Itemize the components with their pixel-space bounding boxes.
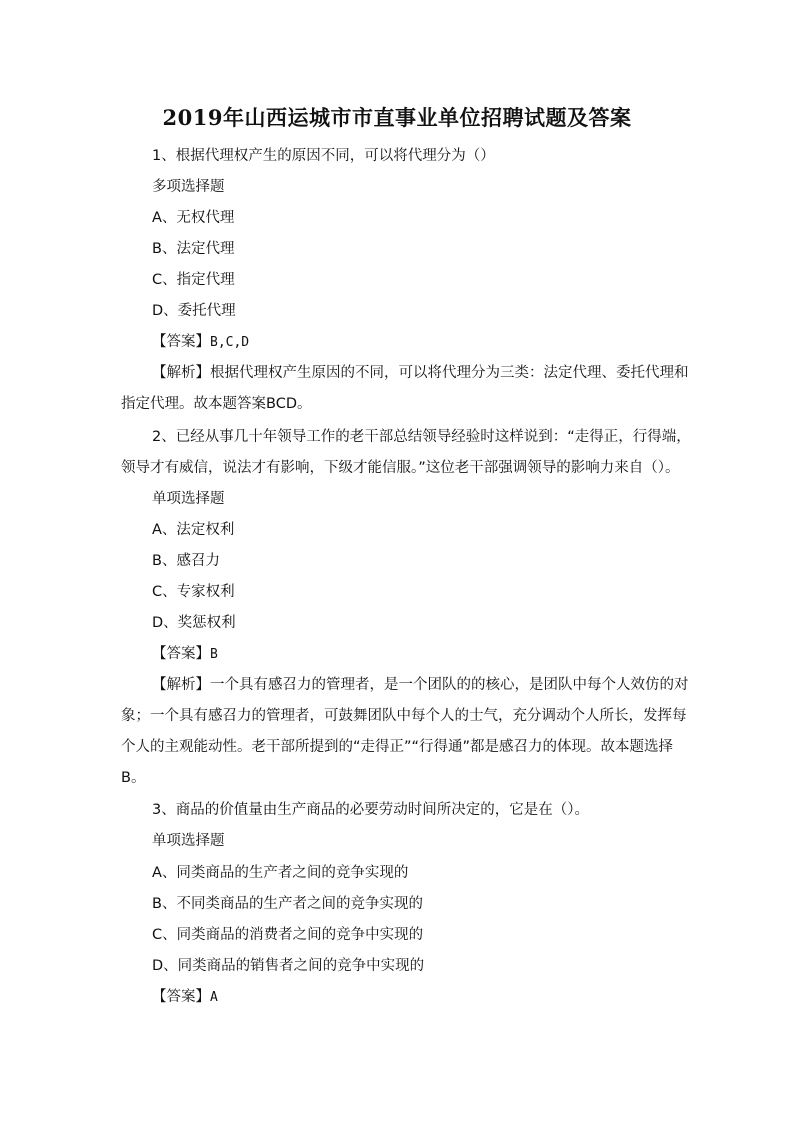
question-2-option-a: A、法定权利 xyxy=(152,522,235,538)
question-2-stem-cont: 领导才有威信，说法才有影响，下级才能信服。”这位老干部强调领导的影响力来自（）。 xyxy=(121,460,680,476)
question-3-option-a: A、同类商品的生产者之间的竞争实现的 xyxy=(152,865,409,881)
answer-label: 【答案】 xyxy=(152,334,210,350)
question-3-type: 单项选择题 xyxy=(152,833,225,849)
answer-value: B xyxy=(210,647,218,662)
question-3-option-c: C、同类商品的消费者之间的竞争中实现的 xyxy=(152,927,424,943)
question-3-stem: 3、商品的价值量由生产商品的必要劳动时间所决定的，它是在（）。 xyxy=(152,802,589,818)
question-1-stem: 1、根据代理权产生的原因不同，可以将代理分为（） xyxy=(152,148,495,164)
question-1-option-b: B、法定代理 xyxy=(152,241,235,257)
question-2-option-c: C、专家权利 xyxy=(152,584,235,600)
question-3-option-d: D、同类商品的销售者之间的竞争中实现的 xyxy=(152,958,425,974)
question-1-option-a: A、无权代理 xyxy=(152,210,235,226)
question-2-analysis xyxy=(152,675,689,695)
question-2-stem: 2、已经从事几十年领导工作的老干部总结领导经验时这样说到：“走得正，行得端， xyxy=(152,429,691,445)
page-title: 2019年山西运城市市直事业单位招聘试题及答案 xyxy=(162,105,632,130)
question-2-analysis-cont-2: 个人的主观能动性。老干部所提到的“走得正”“行得通”都是感召力的体现。故本题选择 xyxy=(121,739,674,755)
answer-value: A xyxy=(210,990,218,1005)
question-1-answer xyxy=(152,332,249,353)
question-3-answer xyxy=(152,987,218,1008)
answer-value: B,C,D xyxy=(210,335,250,350)
answer-label: 【答案】 xyxy=(152,646,210,662)
question-1-option-d: D、委托代理 xyxy=(152,303,236,319)
question-1-analysis-cont: 指定代理。故本题答案BCD。 xyxy=(121,396,312,412)
question-1-analysis xyxy=(152,363,689,383)
answer-label: 【答案】 xyxy=(152,989,210,1005)
question-2-analysis-cont-1: 象；一个具有感召力的管理者，可鼓舞团队中每个人的士气，充分调动个人所长，发挥每 xyxy=(121,708,687,724)
question-2-analysis-cont-3: B。 xyxy=(121,770,146,786)
analysis-text: 根据代理权产生原因的不同，可以将代理分为三类：法定代理、委托代理和 xyxy=(210,365,689,381)
question-2-option-b: B、感召力 xyxy=(152,553,220,569)
question-2-type: 单项选择题 xyxy=(152,491,225,507)
question-3-option-b: B、不同类商品的生产者之间的竞争实现的 xyxy=(152,896,423,912)
analysis-text: 一个具有感召力的管理者，是一个团队的的核心，是团队中每个人效仿的对 xyxy=(210,677,689,693)
analysis-label: 【解析】 xyxy=(152,677,210,693)
question-1-option-c: C、指定代理 xyxy=(152,272,235,288)
question-1-type: 多项选择题 xyxy=(152,179,225,195)
analysis-label: 【解析】 xyxy=(152,365,210,381)
question-2-option-d: D、奖惩权利 xyxy=(152,615,236,631)
question-2-answer xyxy=(152,644,218,665)
